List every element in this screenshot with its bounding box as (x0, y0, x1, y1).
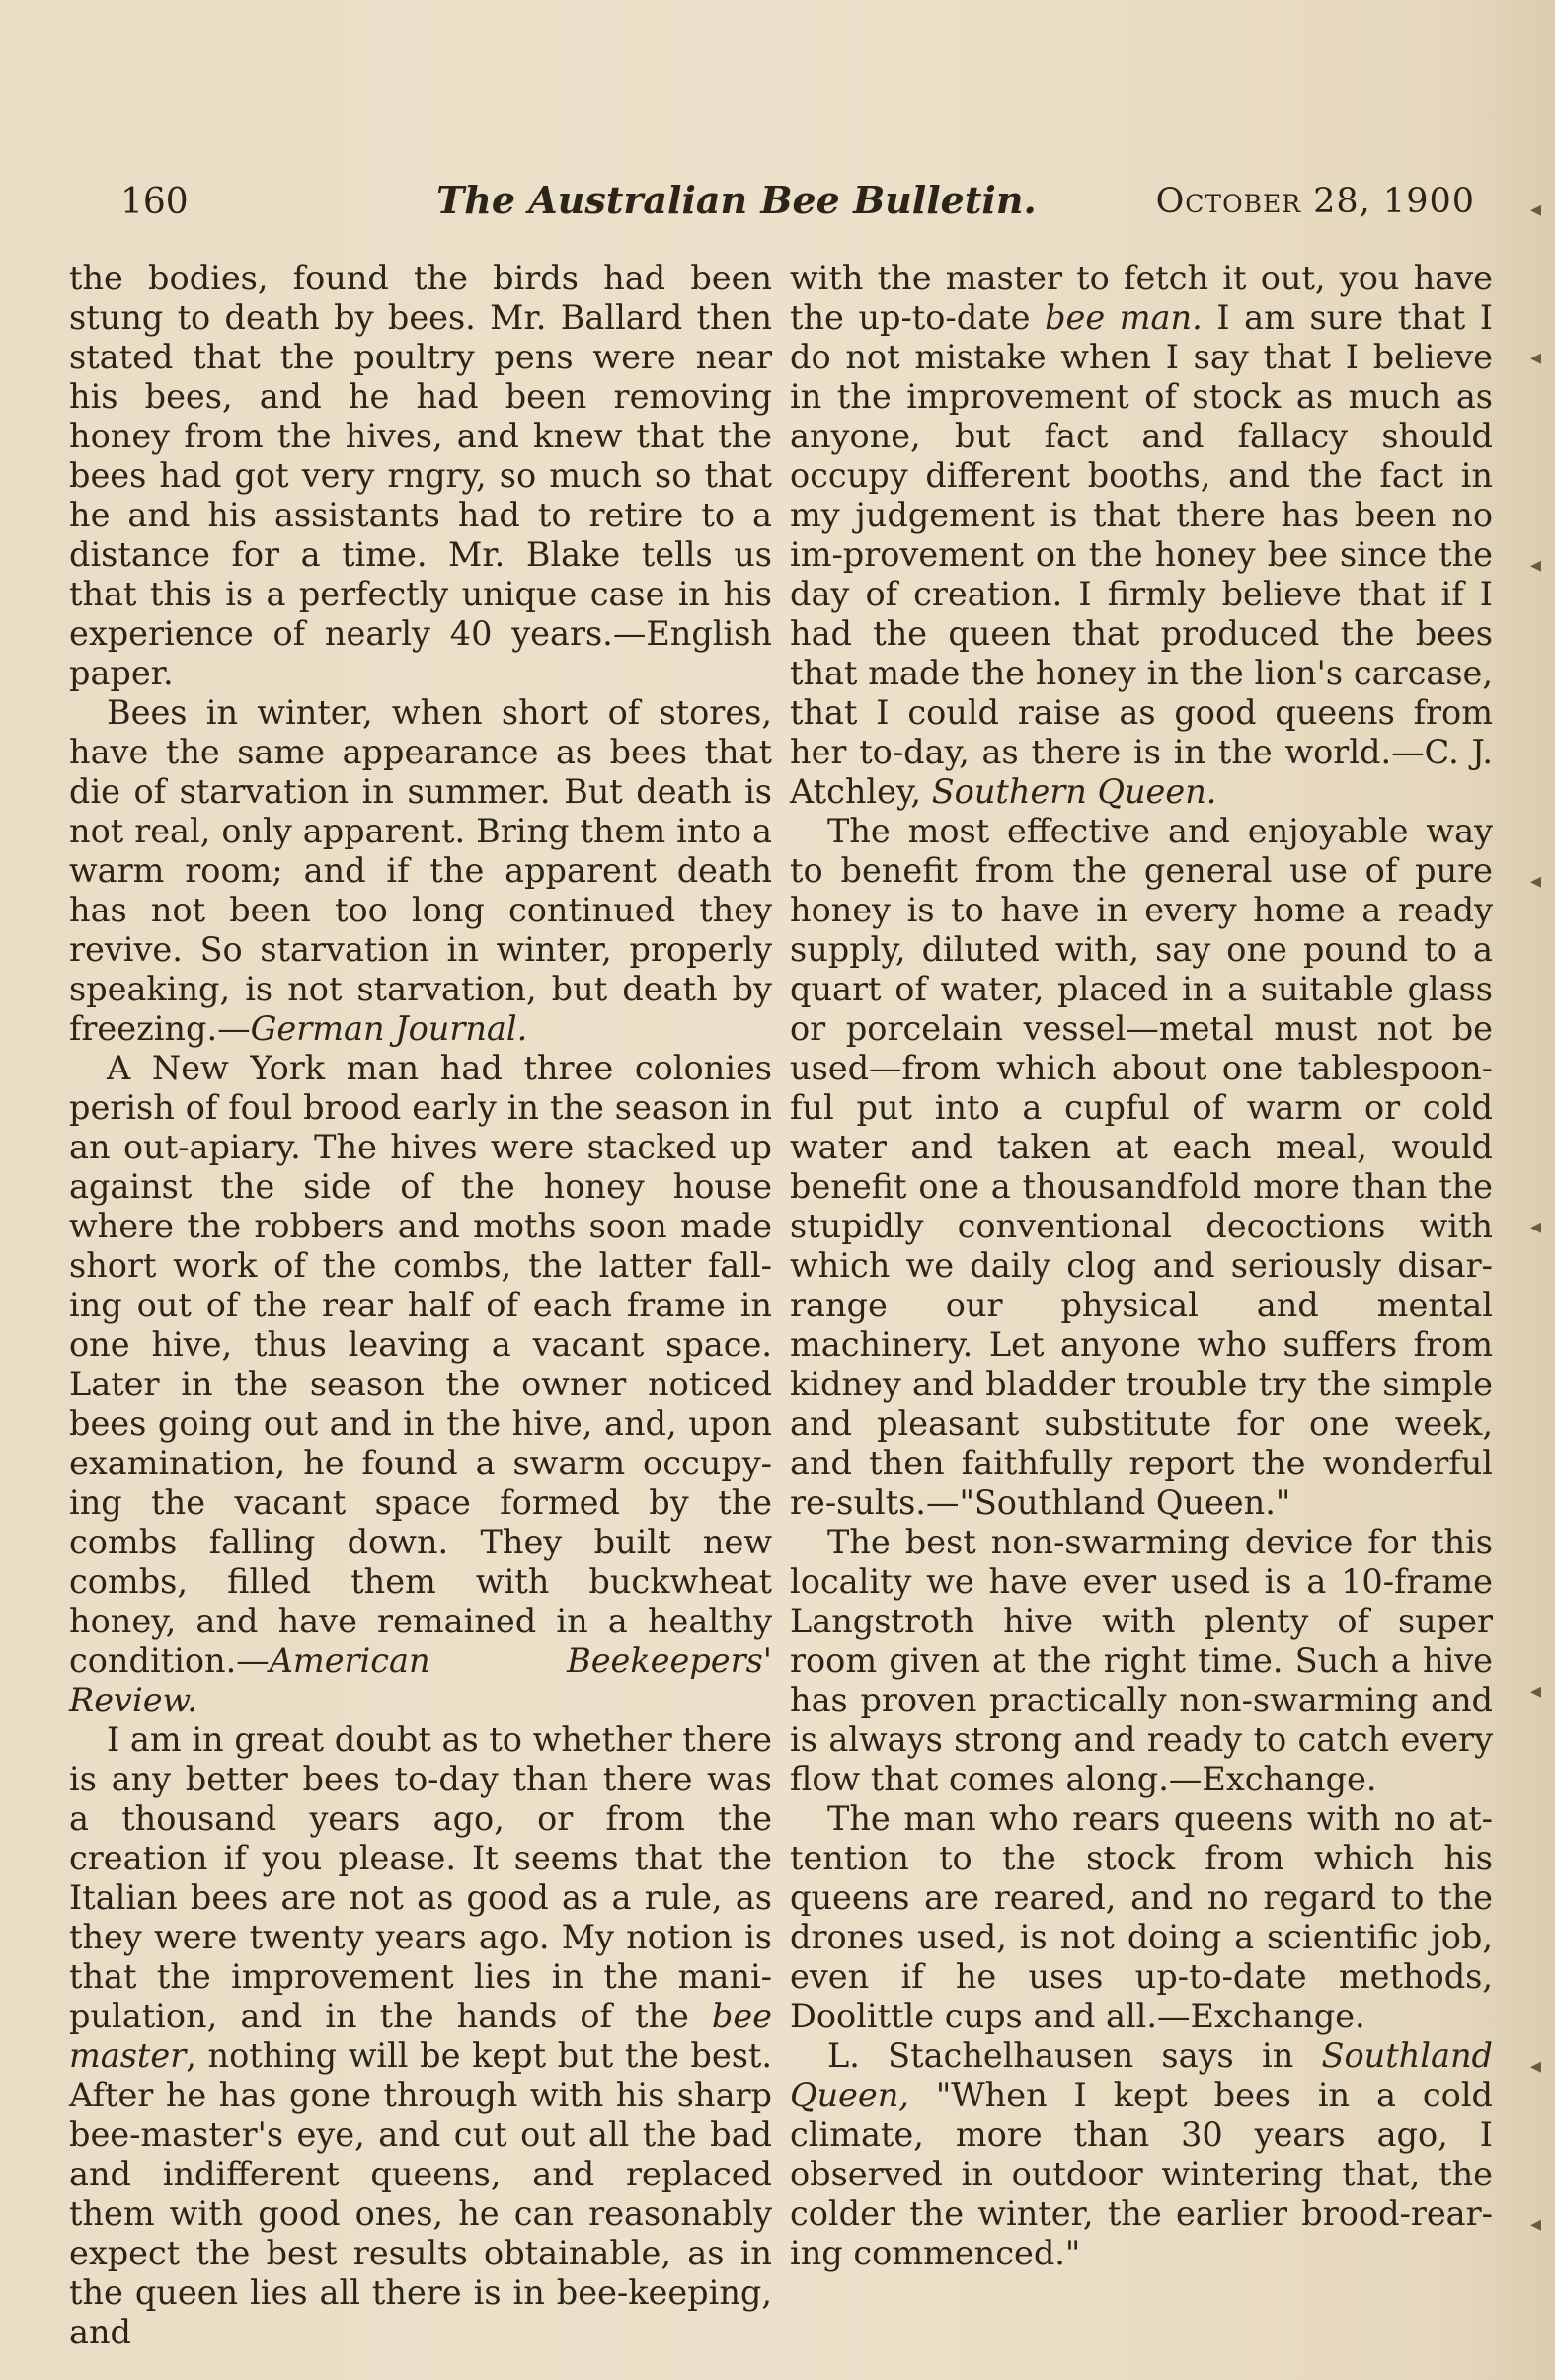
page-number: 160 (120, 182, 189, 222)
page-edge-mark-icon: ◂ (1529, 1679, 1541, 1704)
page-edge-mark-icon: ◂ (1529, 2212, 1541, 2237)
right-paragraph-2: The most effective and enjoyable way to benefit from the general use of pure honey is to have in every home a ready supply, diluted with, say one pound to a quart of water, placed in a suitable glass or porcelain vessel—metal must not be used—from which about one tablespoon-ful put into a cupful of warm or cold water and taken at each meal, would benefit one a thousandfold more than the stupidly conventional decoctions with which we daily clog and seriously disar-range our physical and mental machinery. Let anyone who suffers from kidney and bladder trouble try the simple and pleasant substitute for one week, and then faithfully report the wonderful re-sults.—"Southland Queen." (790, 812, 1493, 1522)
page-edge-mark-icon: ◂ (1529, 1215, 1541, 1239)
left-paragraph-3: A New York man had three colonies perish of foul brood early in the season in an out-apiary. The hives were stacked up against the side of the honey house where the robbers and moths soon made short work of the combs, the latter fall-ing out of the rear half of each frame in one hive, thus leaving a vacant space. Later in the season the owner noticed bees going out and in the hive, and, upon examination, he found a swarm occupy-ing the vacant space formed by the combs falling down. They built new combs, filled them with buckwheat honey, and have remained in a healthy condition.—American Beekeepers' Review. (69, 1049, 772, 1719)
emphasis-text: bee man. (1045, 298, 1203, 337)
source-citation: American Beekeepers' Review. (69, 1641, 772, 1719)
page-edge-mark-icon: ◂ (1529, 869, 1541, 894)
source-citation: Southern Queen. (931, 772, 1217, 811)
journal-title: The Australian Bee Bulletin. (436, 178, 1037, 222)
emphasis-text: Southland Queen, (790, 2036, 1493, 2114)
left-paragraph-1: the bodies, found the birds had been stung to death by bees. Mr. Ballard then stated that the poultry pens were near his bees, and he had been removing honey from the hives, and knew that the bees had got very rngry, so much so that he and his assistants had to retire to a distance for a time. Mr. Blake tells us that this is a perfectly unique case in his experience of nearly 40 years.—English paper. (69, 259, 772, 692)
left-paragraph-4: I am in great doubt as to whether there is any better bees to-day than there was a thousand years ago, or from the creation if you please. It seems that the Italian bees are not as good as a rule, as they were twenty years ago. My notion is that the improvement lies in the mani-pulation, and in the hands of the bee master, nothing will be kept but the best. After he has gone through with his sharp bee-master's eye, and cut out all the bad and indifferent queens, and replaced them with good ones, he can reasonably expect the best results obtainable, as in the queen lies all there is in bee-keeping, and (69, 1720, 772, 2351)
page-edge-mark-icon: ◂ (1529, 198, 1541, 222)
issue-date: October 28, 1900 (1155, 182, 1475, 221)
right-column (790, 259, 1493, 2273)
page-edge-mark-icon: ◂ (1529, 553, 1541, 578)
source-citation: German Journal. (250, 1009, 528, 1048)
page-edge-mark-icon: ◂ (1529, 346, 1541, 370)
page-edge-mark-icon: ◂ (1529, 2054, 1541, 2079)
left-paragraph-2: Bees in winter, when short of stores, have the same appearance as bees that die of starvation in summer. But death is not real, only apparent. Bring them into a warm room; and if the apparent death has not been too long continued they revive. So starvation in winter, properly speaking, is not starvation, but death by freezing.—German Journal. (69, 693, 772, 1048)
right-paragraph-5: L. Stachelhausen says in Southland Queen, "When I kept bees in a cold climate, more than 30 years ago, I observed in outdoor wintering that, the colder the winter, the earlier brood-rear-ing commenced." (790, 2036, 1493, 2272)
left-column (69, 259, 772, 2352)
right-paragraph-3: The best non-swarming device for this locality we have ever used is a 10-frame Langstroth hive with plenty of super room given at the right time. Such a hive has proven practically non-swarming and is always strong and ready to catch every flow that comes along.—Exchange. (790, 1523, 1493, 1798)
right-paragraph-4: The man who rears queens with no at-tention to the stock from which his queens are reared, and no regard to the drones used, is not doing a scientific job, even if he uses up-to-date methods, Doolittle cups and all.—Exchange. (790, 1799, 1493, 2035)
emphasis-text: bee master (69, 1997, 772, 2075)
page-header (120, 178, 1475, 237)
right-paragraph-1: with the master to fetch it out, you have the up-to-date bee man. I am sure that I do not mistake when I say that I believe in the improvement of stock as much as anyone, but fact and fallacy should occupy different booths, and the fact in my judgement is that there has been no im-provement on the honey bee since the day of creation. I firmly believe that if I had the queen that produced the bees that made the honey in the lion's carcase, that I could raise as good queens from her to-day, as there is in the world.—C. J. Atchley, Southern Queen. (790, 259, 1493, 811)
